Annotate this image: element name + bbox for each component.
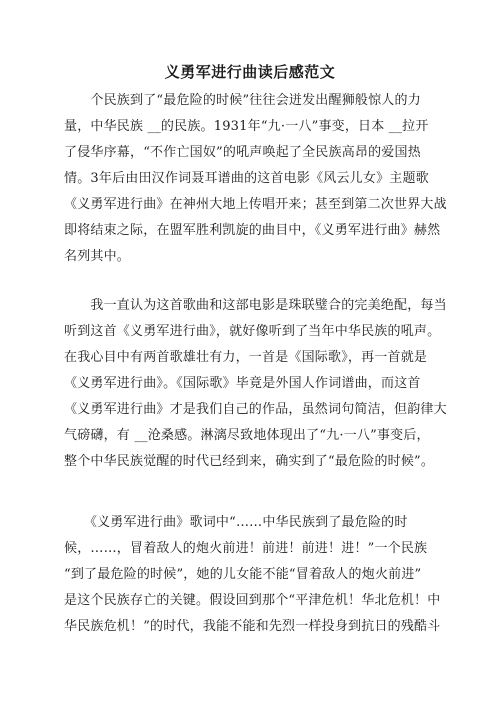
text-line: 整个中华民族觉醒的时代已经到来，确实到了“最危险的时候”。 (64, 454, 435, 469)
text-line: 名列其中。 (64, 249, 131, 264)
text-line: 我一直认为这首歌曲和这部电影是珠联璧合的完美绝配，每当 (64, 298, 447, 313)
document-title: 义勇军进行曲读后感范文 (164, 63, 336, 81)
text-line: 量，中华民族 __的民族。1931年“九·一八”事变，日本 __拉开 (64, 119, 429, 134)
text-line: 《义勇军进行曲》在神州大地上传唱开来；甚至到第二次世界大战 (64, 197, 447, 212)
text-line: 情。3年后由田汉作词聂耳谱曲的这首电影《风云儿女》主题歌 (64, 171, 429, 186)
text-line: 个民族到了“最危险的时候”往往会迸发出醒狮般惊人的力 (64, 93, 421, 108)
text-line: 华民族危机！”的时代，我能不能和先烈一样投身到抗日的残酷斗 (64, 619, 441, 634)
paragraph-2 (64, 293, 447, 475)
paragraph-1 (64, 88, 447, 270)
text-line: 《义勇军进行曲》才是我们自己的作品，虽然词句简洁，但韵律大 (64, 402, 447, 417)
text-line: 即将结束之际，在盟军胜利凯旋的曲目中，《义勇军进行曲》赫然 (64, 223, 441, 238)
text-line: 听到这首《义勇军进行曲》，就好像听到了当年中华民族的吼声。 (64, 324, 441, 339)
paragraph-3 (64, 510, 441, 640)
text-line: 在我心目中有两首歌雄壮有力，一首是《国际歌》，再一首就是 (64, 350, 428, 365)
text-line: 《义勇军进行曲》。《国际歌》毕竟是外国人作词谱曲，而这首 (64, 376, 421, 391)
text-line: 了侵华序幕，“不作亡国奴”的吼声唤起了全民族高昂的爱国热 (64, 145, 421, 160)
text-line: 是这个民族存亡的关键。假设回到那个“平津危机！华北危机！中 (64, 593, 441, 608)
text-line: 气磅礴，有 __沧桑感。淋漓尽致地体现出了“九·一八”事变后， (64, 428, 430, 443)
text-line: “到了最危险的时候”，她的儿女能不能“冒着敌人的炮火前进” (64, 567, 422, 582)
text-line: 《义勇军进行曲》歌词中“……中华民族到了最危险的时 (64, 515, 408, 530)
text-line: 候，……，冒着敌人的炮火前进！前进！前进！进！”一个民族 (64, 541, 428, 556)
